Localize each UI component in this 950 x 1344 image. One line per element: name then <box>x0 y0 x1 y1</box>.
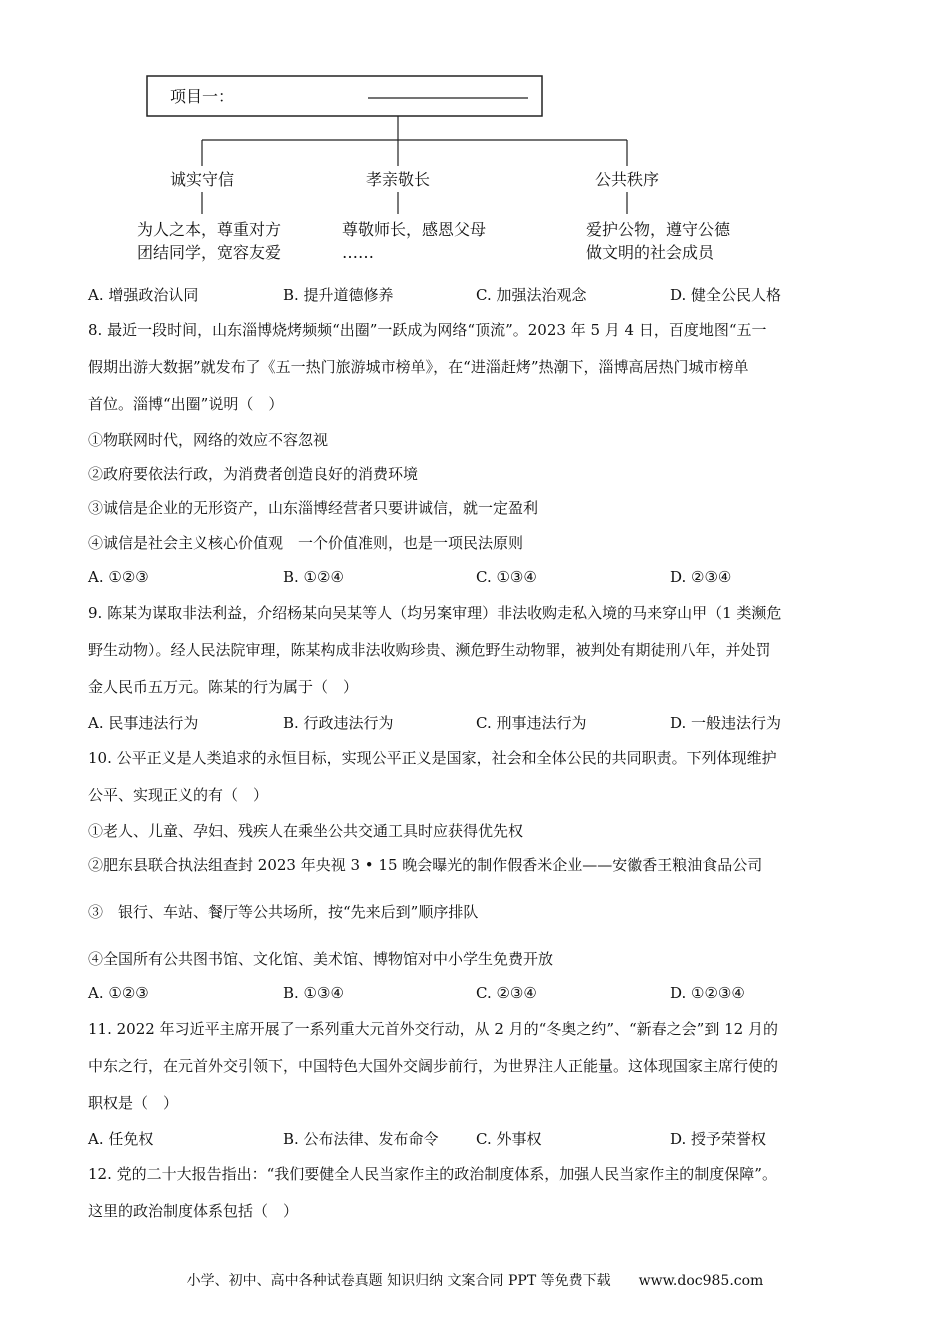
branch-text-honesty-1: 为人之本，尊重对方 <box>137 220 282 239</box>
q8-item-2: ②政府要依法行政，为消费者创造良好的消费环境 <box>88 465 419 483</box>
q11-options <box>88 1129 888 1149</box>
q8-option-d[interactable]: D. ②③④ <box>670 568 732 586</box>
q9-option-a[interactable]: A. 民事违法行为 <box>88 714 199 732</box>
q8-stem-line-3: 首位。淄博“出圈”说明（ ） <box>88 395 284 413</box>
q10-stem-line-1: 10. 公平正义是人类追求的永恒目标，实现公平正义是国家，社会和全体公民的共同职责。下列体现维护 <box>88 749 777 767</box>
q11-option-c[interactable]: C. 外事权 <box>476 1130 542 1148</box>
q10-item-2: ②肥东县联合执法组查封 2023 年央视 3 • 15 晚会曝光的制作假香米企业——安徽香王粮油食品公司 <box>88 856 763 874</box>
page-footer: 小学、初中、高中各种试卷真题 知识归纳 文案合同 PPT 等免费下载 www.doc985.com <box>186 1273 764 1289</box>
branch-text-public-1: 爱护公物，遵守公德 <box>586 220 731 239</box>
q11-stem-line-2: 中东之行，在元首外交引领下，中国特色大国外交阔步前行，为世界注人正能量。这体现国家主席行使的 <box>88 1057 779 1075</box>
q10-option-c[interactable]: C. ②③④ <box>476 984 537 1002</box>
q9-option-b[interactable]: B. 行政违法行为 <box>283 714 394 732</box>
q8-option-b[interactable]: B. ①②④ <box>283 568 344 586</box>
q10-option-a[interactable]: A. ①②③ <box>88 984 149 1002</box>
q10-stem-line-2: 公平、实现正义的有（ ） <box>88 786 269 804</box>
branch-text-honesty-2: 团结同学，宽容友爱 <box>137 243 282 262</box>
q10-item-4: ④全国所有公共图书馆、文化馆、美术馆、博物馆对中小学生免费开放 <box>88 950 554 968</box>
q8-stem-line-1: 8. 最近一段时间，山东淄博烧烤频频“出圈”一跃成为网络“顶流”。2023 年 5 月 4 日，百度地图“五一 <box>88 321 767 339</box>
q8-options <box>88 567 888 587</box>
q8-item-4: ④诚信是社会主义核心价值观 一个价值准则，也是一项民法原则 <box>88 534 524 552</box>
q9-stem-line-3: 金人民币五万元。陈某的行为属于（ ） <box>88 678 359 696</box>
q9-options <box>88 713 888 733</box>
q7-options <box>88 285 888 305</box>
q8-item-3: ③诚信是企业的无形资产，山东淄博经营者只要讲诚信，就一定盈利 <box>88 499 539 517</box>
q11-option-a[interactable]: A. 任免权 <box>88 1130 154 1148</box>
q7-option-a[interactable]: A. 增强政治认同 <box>88 286 199 304</box>
q9-stem-line-2: 野生动物）。经人民法院审理，陈某构成非法收购珍贵、濒危野生动物罪，被判处有期徒刑八年，并处罚 <box>88 641 771 659</box>
branch-title-public-order: 公共秩序 <box>595 170 660 189</box>
q10-item-1: ①老人、儿童、孕妇、残疾人在乘坐公共交通工具时应获得优先权 <box>88 822 524 840</box>
q10-option-d[interactable]: D. ①②③④ <box>670 984 745 1002</box>
q10-options <box>88 983 888 1003</box>
q8-option-a[interactable]: A. ①②③ <box>88 568 149 586</box>
root-label: 项目一： <box>170 87 235 106</box>
q9-option-d[interactable]: D. 一般违法行为 <box>670 714 782 732</box>
q12-stem-line-1: 12. 党的二十大报告指出：“我们要健全人民当家作主的政治制度体系，加强人民当家作主的制度保障”。 <box>88 1165 777 1183</box>
q8-item-1: ①物联网时代，网络的效应不容忽视 <box>88 431 329 449</box>
q11-option-b[interactable]: B. 公布法律、发布命令 <box>283 1130 439 1148</box>
q8-stem-line-2: 假期出游大数据”就发布了《五一热门旅游城市榜单》，在“进淄赶烤”热潮下，淄博高居热门城市榜单 <box>88 358 749 376</box>
q10-option-b[interactable]: B. ①③④ <box>283 984 344 1002</box>
branch-text-filial-2: …… <box>342 243 374 262</box>
branch-text-filial-1: 尊敬师长，感恩父母 <box>342 220 487 239</box>
branch-title-honesty: 诚实守信 <box>170 170 235 189</box>
q11-stem-line-1: 11. 2022 年习近平主席开展了一系列重大元首外交行动，从 2 月的“冬奥之约”、“新春之会”到 12 月的 <box>88 1020 778 1038</box>
q8-option-c[interactable]: C. ①③④ <box>476 568 537 586</box>
q7-option-d[interactable]: D. 健全公民人格 <box>670 286 782 304</box>
q7-option-b[interactable]: B. 提升道德修养 <box>283 286 394 304</box>
branch-title-filial: 孝亲敬长 <box>366 170 431 189</box>
branch-text-public-2: 做文明的社会成员 <box>586 243 715 262</box>
q9-option-c[interactable]: C. 刑事违法行为 <box>476 714 587 732</box>
q10-item-3: ③ 银行、车站、餐厅等公共场所，按“先来后到”顺序排队 <box>88 903 479 921</box>
q11-stem-line-3: 职权是（ ） <box>88 1094 179 1112</box>
q7-option-c[interactable]: C. 加强法治观念 <box>476 286 587 304</box>
q11-option-d[interactable]: D. 授予荣誉权 <box>670 1130 767 1148</box>
concept-diagram <box>130 68 770 268</box>
q12-stem-line-2: 这里的政治制度体系包括（ ） <box>88 1202 299 1220</box>
q9-stem-line-1: 9. 陈某为谋取非法利益，介绍杨某向吴某等人（均另案审理）非法收购走私入境的马来穿山甲（1 类濒危 <box>88 604 782 622</box>
